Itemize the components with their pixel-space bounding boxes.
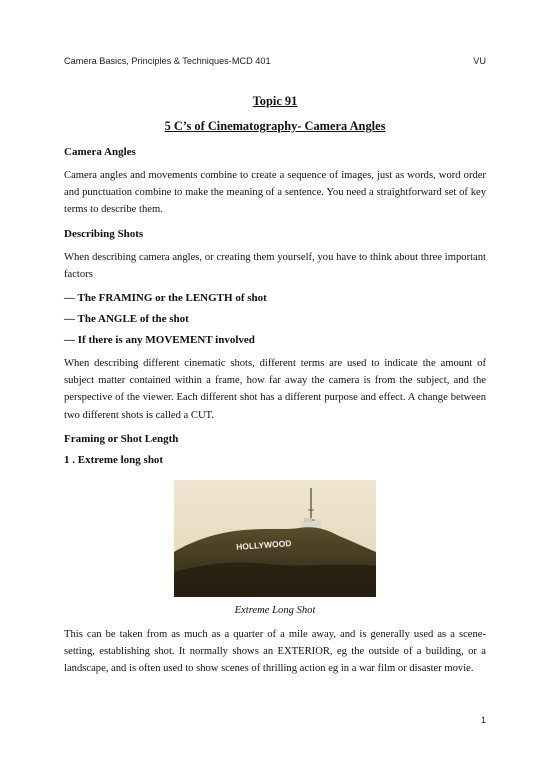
figure-extreme-long-shot <box>64 480 486 597</box>
header-institution: VU <box>473 56 486 66</box>
hollywood-sign-text: HOLLYWOOD <box>235 537 292 552</box>
topic-subtitle: 5 C’s of Cinematography- Camera Angles <box>164 119 386 133</box>
page-number: 1 <box>480 715 486 725</box>
factor-framing: — The FRAMING or the LENGTH of shot <box>64 292 267 305</box>
topic-title: Topic 91 <box>252 94 298 108</box>
paragraph-camera-angles: Camera angles and movements combine to create a sequence of images, just as words, word order and punctuation combine to make the meaning of a sentence. You need a straightforward set of key terms to describe them. <box>64 170 486 216</box>
figure-caption: Extreme Long Shot <box>234 604 316 616</box>
paragraph-extreme-long-shot: This can be taken from as much as a quarter of a mile away, and is generally used as a scene-setting, establishing shot. It normally shows an EXTERIOR, eg the outside of a building, or a landscape, and is often used to show scenes of thrilling action eg in a war film or disaster movie. <box>64 628 486 675</box>
paragraph-cinematic-shots: When describing different cinematic shots, different terms are used to indicate the amount of subject matter contained within a frame, how far away the camera is from the subject, and the perspective of the viewer. Each different shot has a different purpose and effect. A change between two different shots is called a CUT. <box>64 358 486 421</box>
heading-framing: Framing or Shot Length <box>64 432 179 445</box>
heading-extreme-long-shot: 1 . Extreme long shot <box>64 453 164 466</box>
heading-camera-angles: Camera Angles <box>64 146 136 158</box>
page-header <box>64 56 486 66</box>
heading-describing-shots: Describing Shots <box>64 227 144 240</box>
factor-movement: — If there is any MOVEMENT involved <box>64 334 255 347</box>
hollywood-sign-photo <box>174 480 376 597</box>
paragraph-describing-shots: When describing camera angles, or creating them yourself, you have to think about three important factors <box>64 251 486 280</box>
factor-angle: — The ANGLE of the shot <box>64 313 189 326</box>
page-content <box>64 94 486 686</box>
header-course-title: Camera Basics, Principles & Techniques-MCD 401 <box>64 56 271 66</box>
